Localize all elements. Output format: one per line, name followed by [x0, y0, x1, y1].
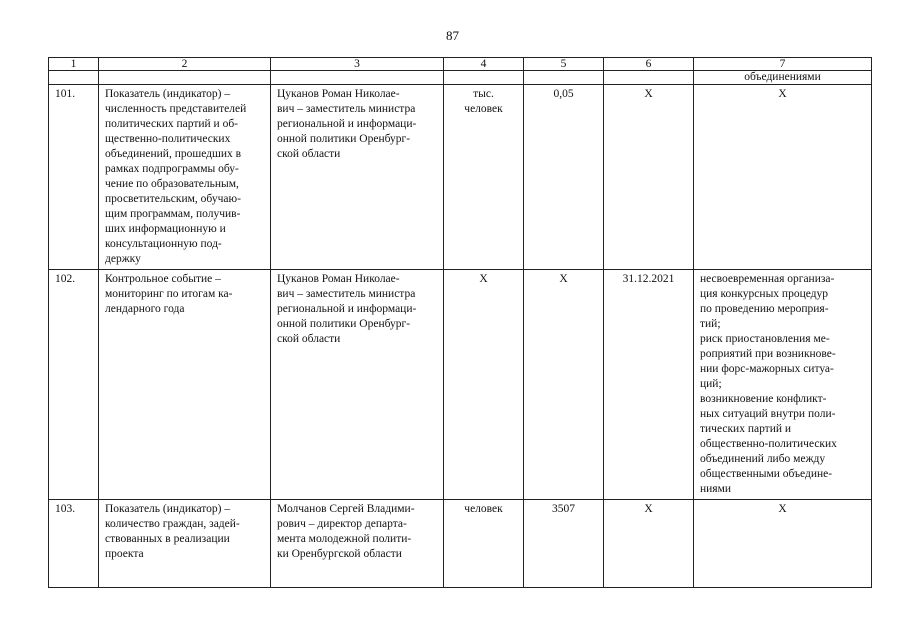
- cell-line: ций;: [700, 378, 722, 390]
- cell-line: чение по образовательным,: [105, 178, 239, 190]
- cell-line: ки Оренбургской области: [277, 548, 402, 560]
- cell-line: рамках подпрограммы обу-: [105, 163, 239, 175]
- value-cell: 3507: [524, 500, 604, 588]
- cell-line: объединений, прошедших в: [105, 148, 242, 160]
- cell-line: ствованных в реализации: [105, 533, 230, 545]
- page-number: 87: [446, 28, 459, 43]
- unit-cell: [444, 85, 524, 270]
- date-cell: Х: [604, 85, 694, 270]
- cell-line: региональной и информаци-: [277, 303, 417, 315]
- cell-line: тических партий и: [700, 423, 792, 435]
- cell-line: вич – заместитель министра: [277, 103, 416, 115]
- cell-line: лендарного года: [105, 303, 185, 315]
- cell-line: общественными объедине-: [700, 468, 833, 480]
- cell-line: мента молодежной полити-: [277, 533, 412, 545]
- cell-line: рович – директор департа-: [277, 518, 407, 530]
- cell-line: количество граждан, задей-: [105, 518, 240, 530]
- cell-line: ция конкурсных процедур: [700, 288, 829, 300]
- value-cell: Х: [524, 270, 604, 500]
- row-number: 101.: [49, 85, 99, 270]
- cell-line: ниями: [700, 483, 732, 495]
- cell-line: ших информационную и: [105, 223, 226, 235]
- cell-line: консультационную под-: [105, 238, 222, 250]
- cell-line: Х: [778, 503, 787, 515]
- cell-line: просветительским, обучаю-: [105, 193, 241, 205]
- cell-line: проекта: [105, 548, 144, 560]
- risks-cell: [694, 85, 872, 270]
- cell-line: политических партий и об-: [105, 118, 238, 130]
- cell-line: щественно-политических: [105, 133, 231, 145]
- cell-line: ской области: [277, 148, 341, 160]
- cell-line: Молчанов Сергей Владими-: [277, 503, 415, 515]
- cell-line: человек: [464, 103, 503, 115]
- cell-line: общественно-политических: [700, 438, 837, 450]
- responsible-cell: [271, 500, 444, 588]
- date-cell: 31.12.2021: [604, 270, 694, 500]
- cell-line: держку: [105, 253, 141, 265]
- responsible-cell: [271, 85, 444, 270]
- value-cell: 0,05: [524, 85, 604, 270]
- indicator-cell: [99, 500, 271, 588]
- cell-line: региональной и информаци-: [277, 118, 417, 130]
- column-header: 1: [49, 58, 99, 71]
- continuation-row: [49, 71, 872, 85]
- column-header: 7: [694, 58, 872, 71]
- cell-line: Цуканов Роман Николае-: [277, 88, 400, 100]
- risks-cell: [694, 270, 872, 500]
- responsible-cell: [271, 270, 444, 500]
- column-header: 2: [99, 58, 271, 71]
- cell-line: Показатель (индикатор) –: [105, 503, 231, 515]
- cell-line: Контрольное событие –: [105, 273, 221, 285]
- date-cell: Х: [604, 500, 694, 588]
- cell-line: численность представителей: [105, 103, 247, 115]
- cell-line: нии форс-мажорных ситуа-: [700, 363, 834, 375]
- cell-line: мониторинг по итогам ка-: [105, 288, 233, 300]
- cell-line: несвоевременная организа-: [700, 273, 835, 285]
- cell-line: вич – заместитель министра: [277, 288, 416, 300]
- continuation-text: объединениями: [694, 71, 872, 85]
- row-number: 103.: [49, 500, 99, 588]
- table-row: [49, 500, 872, 588]
- cell-line: онной политики Оренбург-: [277, 133, 411, 145]
- column-number-row: [49, 58, 872, 71]
- cell-line: роприятий при возникнове-: [700, 348, 836, 360]
- cell-line: человек: [464, 503, 503, 515]
- cell-line: тыс.: [473, 88, 494, 100]
- table-row: [49, 85, 872, 270]
- cell-line: по проведению мероприя-: [700, 303, 829, 315]
- cell-line: тий;: [700, 318, 721, 330]
- column-header: 4: [444, 58, 524, 71]
- unit-cell: [444, 500, 524, 588]
- cell-line: Показатель (индикатор) –: [105, 88, 231, 100]
- cell-line: объединений либо между: [700, 453, 826, 465]
- indicator-cell: [99, 85, 271, 270]
- cell-line: риск приостановления ме-: [700, 333, 830, 345]
- indicators-table: [48, 57, 872, 588]
- indicator-cell: [99, 270, 271, 500]
- unit-cell: [444, 270, 524, 500]
- cell-line: онной политики Оренбург-: [277, 318, 411, 330]
- cell-line: ской области: [277, 333, 341, 345]
- cell-line: Х: [778, 88, 787, 100]
- risks-cell: [694, 500, 872, 588]
- row-number: 102.: [49, 270, 99, 500]
- cell-line: ных ситуаций внутри поли-: [700, 408, 836, 420]
- cell-line: щим программам, получив-: [105, 208, 241, 220]
- cell-line: Цуканов Роман Николае-: [277, 273, 400, 285]
- column-header: 6: [604, 58, 694, 71]
- cell-line: возникновение конфликт-: [700, 393, 827, 405]
- column-header: 3: [271, 58, 444, 71]
- column-header: 5: [524, 58, 604, 71]
- cell-line: Х: [479, 273, 488, 285]
- table-row: [49, 270, 872, 500]
